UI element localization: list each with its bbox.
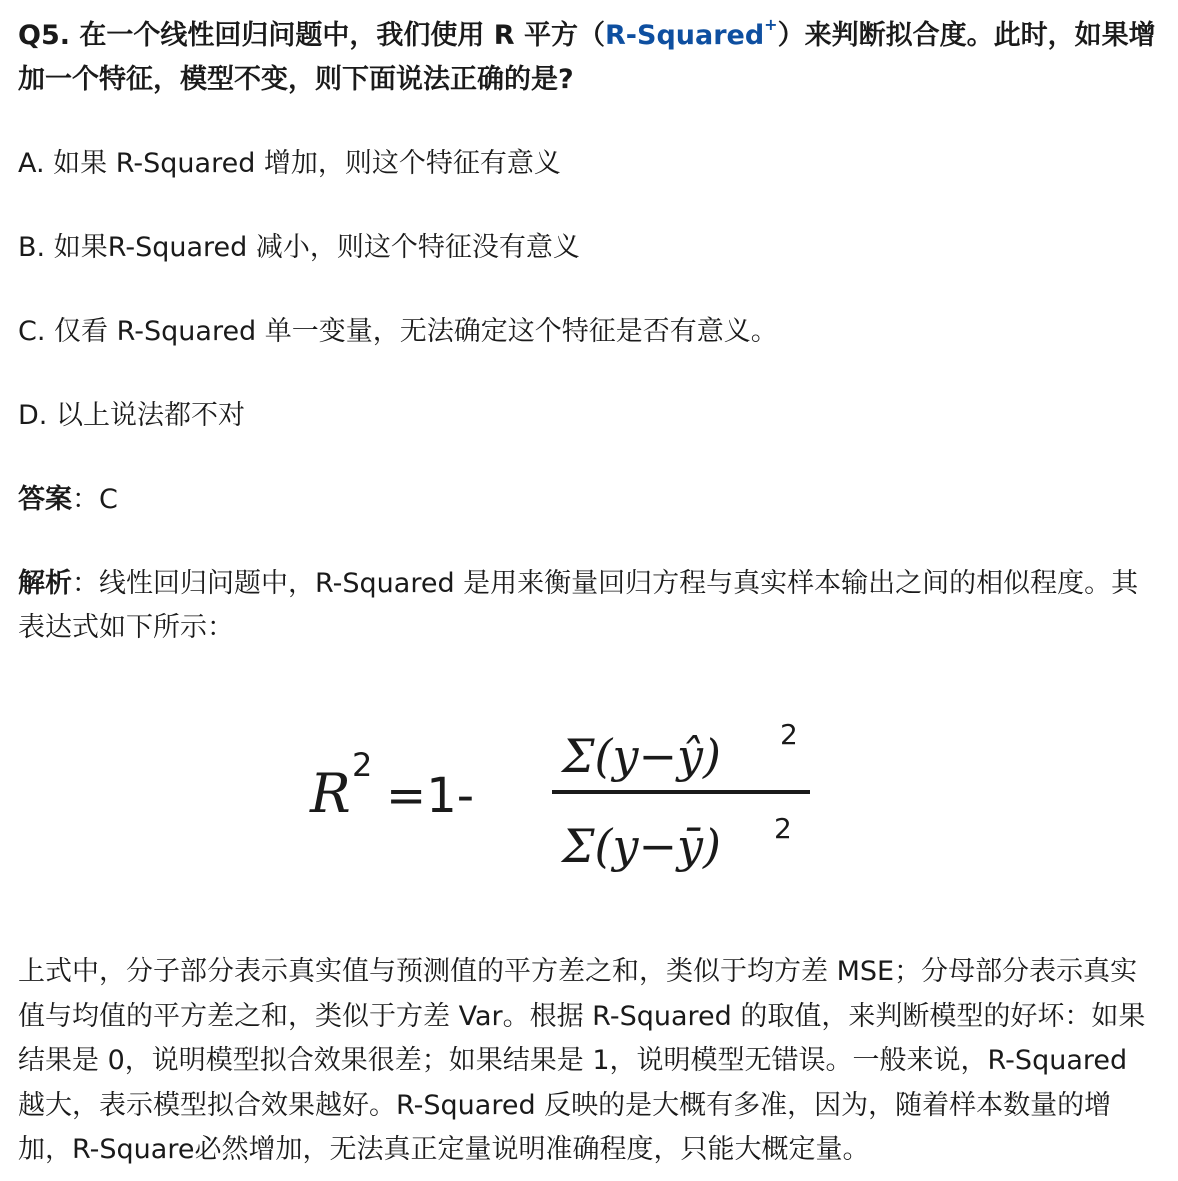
- link-mark-icon: +: [764, 15, 778, 34]
- question-suffix: ）来判断拟合度。此时，如果增加一个特征，模型不变，则下面说法正确的是?: [18, 20, 1156, 95]
- answer-label: 答案: [18, 484, 72, 515]
- analysis-separator: ：: [72, 568, 99, 599]
- r-squared-formula: [300, 700, 820, 900]
- formula-lhs-exponent: 2: [352, 746, 373, 784]
- answer-separator: ：: [72, 484, 99, 515]
- answer-line: [18, 478, 1156, 522]
- formula-denominator-exponent: 2: [774, 812, 792, 845]
- formula-numerator-exponent: 2: [780, 718, 798, 751]
- explanation-paragraph: 上式中，分子部分表示真实值与预测值的平方差之和，类似于均方差 MSE；分母部分表示真实值与均值的平方差之和，类似于方差 Var。根据 R-Squared 的取值，来判断模型的好坏：如果结果是 0，说明模型拟合效果很差；如果结果是 1，说明模型无错误。一般来说，R-Squared 越大，表示模型拟合效果越好。R-Squared 反映的是大概有多准，因为，随着样本数量的增加，R-Square必然增加，无法真正定量说明准确程度，只能大概定量。: [18, 956, 1146, 1165]
- question-text: [18, 14, 1160, 102]
- formula-image: [300, 700, 820, 900]
- option-b: B. 如果R-Squared 减小，则这个特征没有意义: [18, 232, 580, 263]
- formula-denominator: Σ(y−ȳ): [562, 819, 721, 873]
- analysis-text: 线性回归问题中，R-Squared 是用来衡量回归方程与真实样本输出之间的相似程度。其表达式如下所示：: [18, 568, 1139, 643]
- r-squared-link-label: R-Squared: [605, 20, 765, 51]
- option-d: D. 以上说法都不对: [18, 400, 245, 431]
- option-a: A. 如果 R-Squared 增加，则这个特征有意义: [18, 148, 561, 179]
- answer-value: C: [99, 484, 118, 515]
- analysis-paragraph: [18, 562, 1156, 650]
- formula-equals: =1-: [386, 768, 475, 824]
- formula-numerator: Σ(y−ŷ): [562, 729, 721, 783]
- analysis-label: 解析: [18, 568, 72, 599]
- r-squared-link[interactable]: [605, 15, 778, 51]
- option-c: C. 仅看 R-Squared 单一变量，无法确定这个特征是否有意义。: [18, 316, 778, 347]
- question-prefix: Q5. 在一个线性回归问题中，我们使用 R 平方（: [18, 20, 605, 51]
- formula-lhs: R: [310, 762, 351, 825]
